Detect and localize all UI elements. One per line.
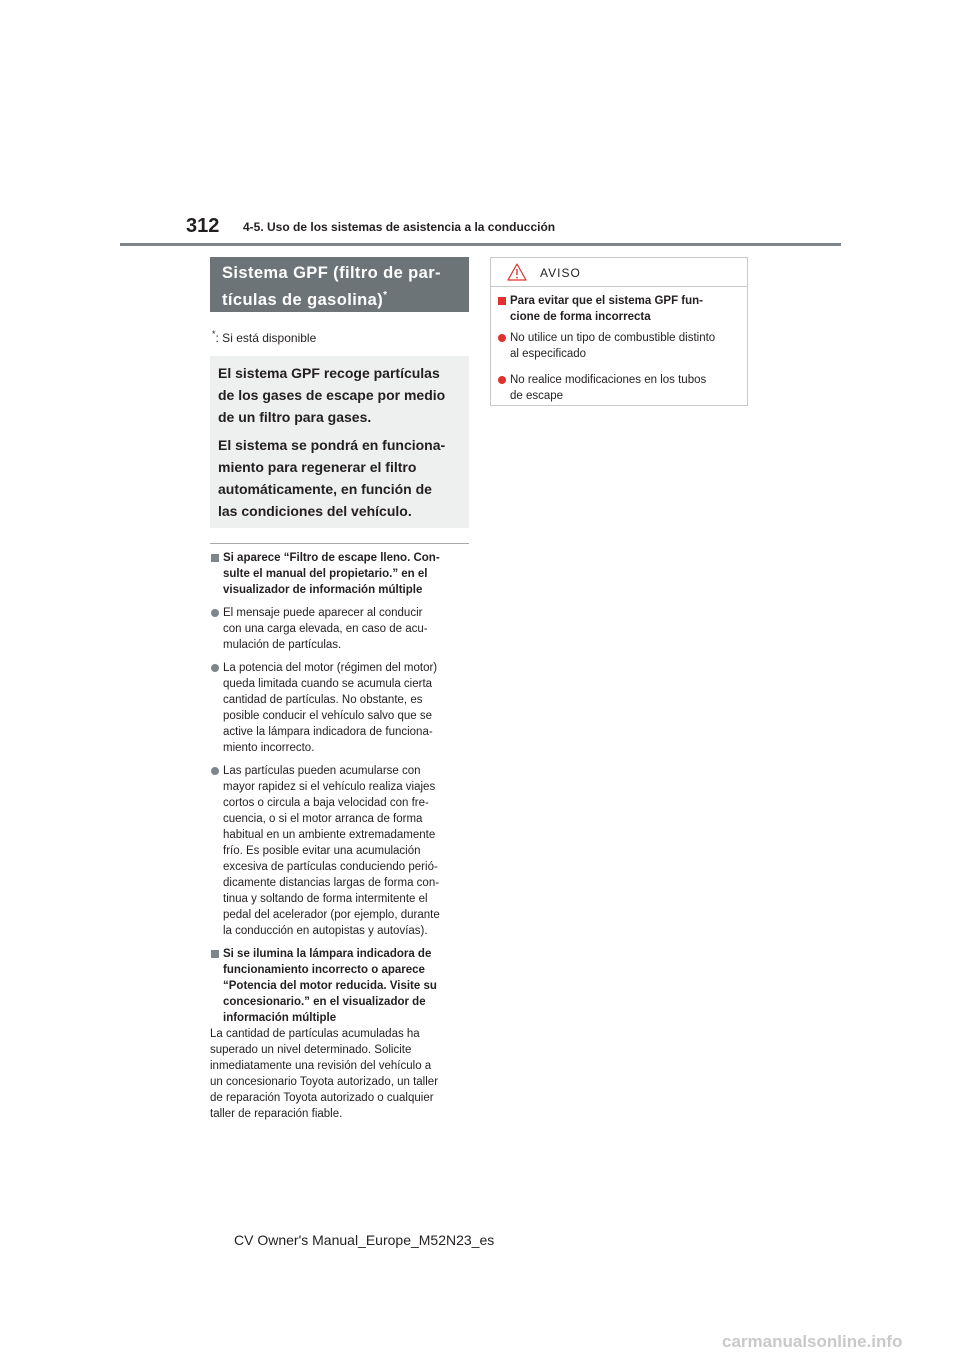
list-item <box>210 660 469 756</box>
header-rule <box>120 243 841 246</box>
list-item-text: La potencia del motor (régimen del motor) queda limitada cuando se acumula cierta cantidad de partículas. No obstante, es posible conducir el vehículo salvo que se active la lámpara indicadora de funciona- miento incorrecto. <box>223 662 438 754</box>
section-title-line1: Sistema GPF (filtro de par- <box>222 264 441 282</box>
list-item <box>210 605 469 653</box>
notice-list-item-text: No utilice un tipo de combustible distinto al especificado <box>510 332 716 360</box>
square-bullet-icon <box>211 950 219 958</box>
footnote-text: : Si está disponible <box>215 331 317 345</box>
round-bullet-icon <box>498 334 506 342</box>
manual-name-footer: CV Owner's Manual_Europe_M52N23_es <box>234 1232 495 1248</box>
notice-body <box>497 293 739 404</box>
section-title-text: tículas de gasolina) <box>222 291 384 309</box>
subheading-text: Si aparece “Filtro de escape lleno. Con- sulte el manual del propietario.” en el visualizador de información múltiple <box>223 552 440 596</box>
notice-box <box>490 257 748 406</box>
column-divider <box>210 543 469 544</box>
chapter-title: 4-5. Uso de los sistemas de asistencia a la conducción <box>243 220 556 234</box>
list-item <box>210 763 469 939</box>
warning-triangle-icon <box>507 263 527 281</box>
page-number: 312 <box>186 215 220 237</box>
round-bullet-icon <box>211 767 219 775</box>
round-bullet-icon <box>211 609 219 617</box>
section-title <box>210 257 469 312</box>
availability-footnote <box>212 326 469 346</box>
summary-paragraph: El sistema se pondrá en funciona- miento para regenerar el filtro automáticamente, en función de las condiciones del vehículo. <box>218 437 446 519</box>
round-bullet-icon <box>498 376 506 384</box>
footnote-mark: * <box>212 329 216 339</box>
notice-heading-text: Para evitar que el sistema GPF fun- cione de forma incorrecta <box>510 295 704 323</box>
round-bullet-icon <box>211 664 219 672</box>
notice-label: AVISO <box>540 266 581 280</box>
availability-mark: * <box>383 290 388 301</box>
summary-paragraph: El sistema GPF recoge partículas de los gases de escape por medio de un filtro para gases. <box>218 365 446 425</box>
notice-list-item <box>497 372 739 404</box>
summary-box <box>210 356 469 528</box>
subheading-filter-full <box>210 550 469 598</box>
notice-heading <box>497 293 739 325</box>
section-title-line2 <box>222 287 459 314</box>
subheading-malfunction-lamp <box>210 946 469 1026</box>
watermark: carmanualsonline.info <box>722 1332 903 1351</box>
list-item-text: El mensaje puede aparecer al conducir con una carga elevada, en caso de acu- mulación de partículas. <box>223 607 428 651</box>
square-bullet-icon <box>211 554 219 562</box>
list-item-text: Las partículas pueden acumularse con mayor rapidez si el vehículo realiza viajes cortos o circula a baja velocidad con fre- cuencia, o si el motor arranca de forma habitual en un ambiente extremadamente frío. Es posible evitar una acumulación excesiva de partículas conduciendo perió- dicamente distancias largas de forma con- tinua y soltando de forma intermitente el pedal del acelerador (por ejemplo, durante la conducción en autopistas y autovías). <box>223 765 440 937</box>
subheading-text: Si se ilumina la lámpara indicadora de funcionamiento incorrecto o aparece “Potencia del motor reducida. Visite su concesionario.” en el visualizador de información múltiple <box>223 948 437 1024</box>
notice-list-item <box>497 330 739 362</box>
notice-header <box>491 258 747 287</box>
left-column <box>210 257 469 1122</box>
notice-list-item-text: No realice modificaciones en los tubos de escape <box>510 374 707 402</box>
square-bullet-icon <box>498 297 506 305</box>
body-paragraph: La cantidad de partículas acumuladas ha superado un nivel determinado. Solicite inmediatamente una revisión del vehículo a un concesionario Toyota autorizado, un taller de reparación Toyota autorizado o cualquier taller de reparación fiable. <box>210 1028 439 1120</box>
